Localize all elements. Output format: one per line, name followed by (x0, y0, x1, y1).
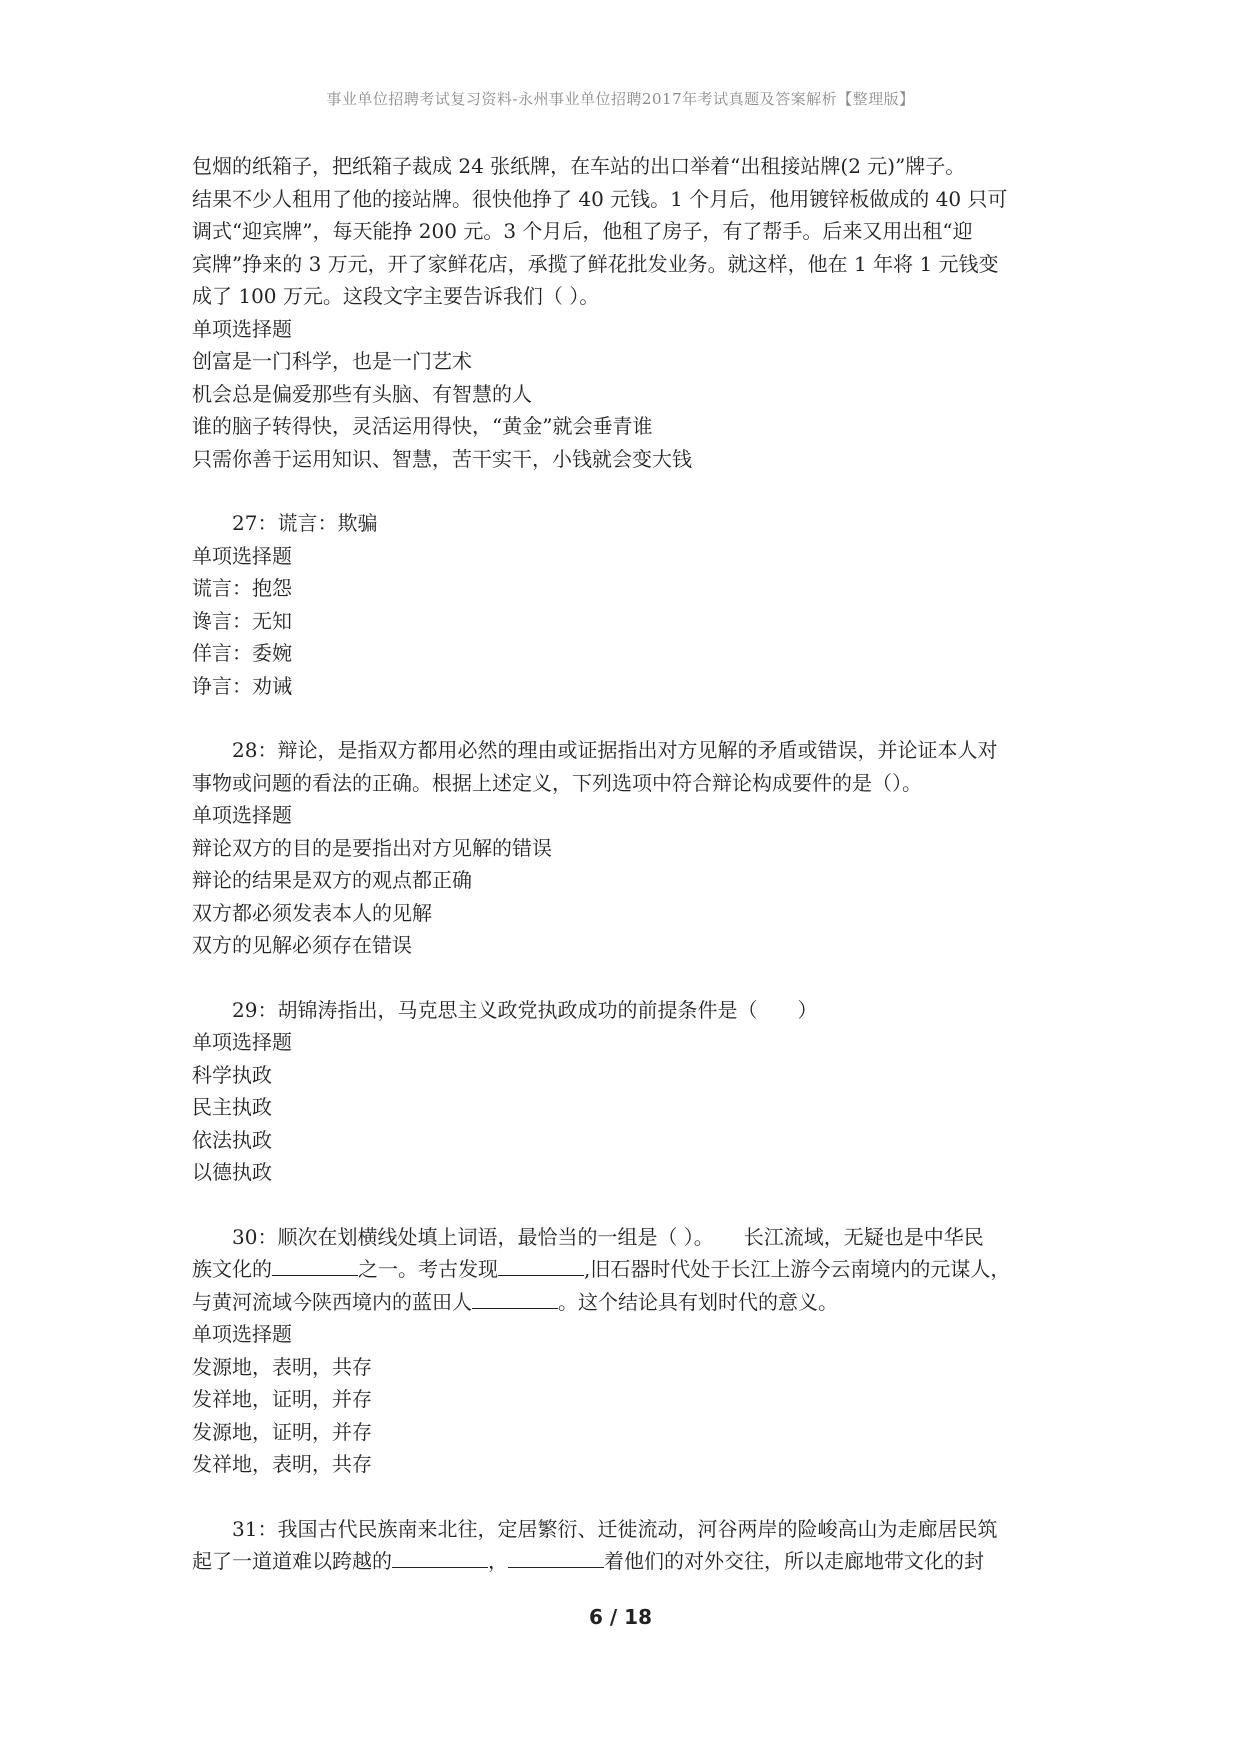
q30-text: 。这个结论具有划时代的意义。 (558, 1289, 838, 1314)
q30-text: 与黄河流域今陕西境内的蓝田人 (192, 1289, 472, 1314)
question-28 (192, 734, 1062, 962)
question-29 (192, 994, 1062, 1189)
q28-option: 双方的见解必须存在错误 (192, 933, 412, 957)
q26-option: 谁的脑子转得快，灵活运用得快，“黄金”就会垂青谁 (192, 414, 653, 438)
q29-option: 以德执政 (192, 1160, 272, 1184)
q27-option: 诤言：劝诫 (192, 673, 292, 698)
q30-stem-line (192, 1286, 1062, 1319)
document-body (192, 150, 1062, 1578)
q26-option: 机会总是偏爱那些有头脑、有智慧的人 (192, 381, 532, 406)
q29-type: 单项选择题 (192, 1030, 292, 1054)
spacer (192, 475, 1062, 507)
q30-option: 发祥地，表明，共存 (192, 1452, 372, 1476)
q31-text: 起了一道道难以跨越的 (192, 1549, 392, 1573)
q28-option: 双方都必须发表本人的见解 (192, 900, 432, 925)
q28-type: 单项选择题 (192, 803, 292, 827)
q26-stem-line: 结果不少人租用了他的接站牌。很快他挣了 40 元钱。1 个月后，他用镀锌板做成的 40 只可 (192, 186, 1008, 211)
q26-stem-line: 调式“迎宾牌”，每天能挣 200 元。3 个月后，他租了房子，有了帮手。后来又用出租“迎 (192, 219, 973, 243)
q28-stem-line: 事物或问题的看法的正确。根据上述定义，下列选项中符合辩论构成要件的是（）。 (192, 770, 922, 795)
spacer (192, 702, 1062, 734)
q26-stem-line: 成了 100 万元。这段文字主要告诉我们（ ）。 (192, 284, 600, 308)
q27-stem: 27：谎言：欺骗 (232, 511, 378, 535)
q31-stem-line (192, 1545, 1062, 1578)
page-number: 6 / 18 (589, 1605, 652, 1629)
q30-text: ,旧石器时代处于长江上游今云南境内的元谋人， (584, 1257, 1011, 1281)
q31-text: ， (488, 1549, 508, 1573)
q26-type: 单项选择题 (192, 316, 292, 341)
q30-type: 单项选择题 (192, 1322, 292, 1346)
spacer (192, 962, 1062, 994)
q27-option: 谗言：无知 (192, 608, 292, 633)
q26-stem-line: 宾牌”挣来的 3 万元，开了家鲜花店，承揽了鲜花批发业务。就这样，他在 1 年将 1 元钱变 (192, 251, 999, 276)
q27-option: 谎言：抱怨 (192, 576, 292, 600)
q30-stem-line (192, 1253, 1062, 1286)
spacer (192, 1189, 1062, 1221)
q26-option: 只需你善于运用知识、智慧，苦干实干，小钱就会变大钱 (192, 446, 692, 471)
fill-blank (472, 1290, 558, 1309)
spacer (192, 1481, 1062, 1513)
q29-option: 依法执政 (192, 1127, 272, 1152)
question-31 (192, 1513, 1062, 1578)
fill-blank (508, 1549, 604, 1568)
q26-stem-line: 包烟的纸箱子，把纸箱子裁成 24 张纸牌，在车站的出口举着“出租接站牌(2 元)”牌子。 (192, 154, 966, 178)
q31-stem-line: 31：我国古代民族南来北往，定居繁衍、迁徙流动，河谷两岸的险峻高山为走廊居民筑 (232, 1516, 998, 1541)
q29-option: 科学执政 (192, 1062, 272, 1087)
q30-option: 发源地，证明，并存 (192, 1419, 372, 1444)
q30-stem-line: 30：顺次在划横线处填上词语，最恰当的一组是（ ）。 长江流域，无疑也是中华民 (232, 1224, 984, 1249)
fill-blank (498, 1257, 584, 1276)
question-30 (192, 1221, 1062, 1481)
question-26 (192, 150, 1062, 475)
q27-type: 单项选择题 (192, 543, 292, 568)
q28-option: 辩论的结果是双方的观点都正确 (192, 868, 472, 892)
q30-text: 之一。考古发现 (358, 1257, 498, 1281)
q30-option: 发源地，表明，共存 (192, 1354, 372, 1379)
q28-stem-line: 28：辩论，是指双方都用必然的理由或证据指出对方见解的矛盾或错误，并论证本人对 (232, 738, 998, 762)
page-header: 事业单位招聘考试复习资料-永州事业单位招聘2017年考试真题及答案解析【整理版】 (326, 90, 915, 108)
q31-text: 着他们的对外交往，所以走廊地带文化的封 (604, 1549, 984, 1573)
q30-text: 族文化的 (192, 1257, 272, 1281)
q27-option: 佯言：委婉 (192, 641, 292, 665)
fill-blank (392, 1549, 488, 1568)
q29-option: 民主执政 (192, 1095, 272, 1119)
fill-blank (272, 1257, 358, 1276)
q28-option: 辩论双方的目的是要指出对方见解的错误 (192, 835, 552, 860)
q26-option: 创富是一门科学，也是一门艺术 (192, 349, 472, 373)
q29-stem: 29：胡锦涛指出，马克思主义政党执政成功的前提条件是（ ） (232, 997, 818, 1022)
q30-option: 发祥地，证明，并存 (192, 1387, 372, 1411)
question-27 (192, 507, 1062, 702)
